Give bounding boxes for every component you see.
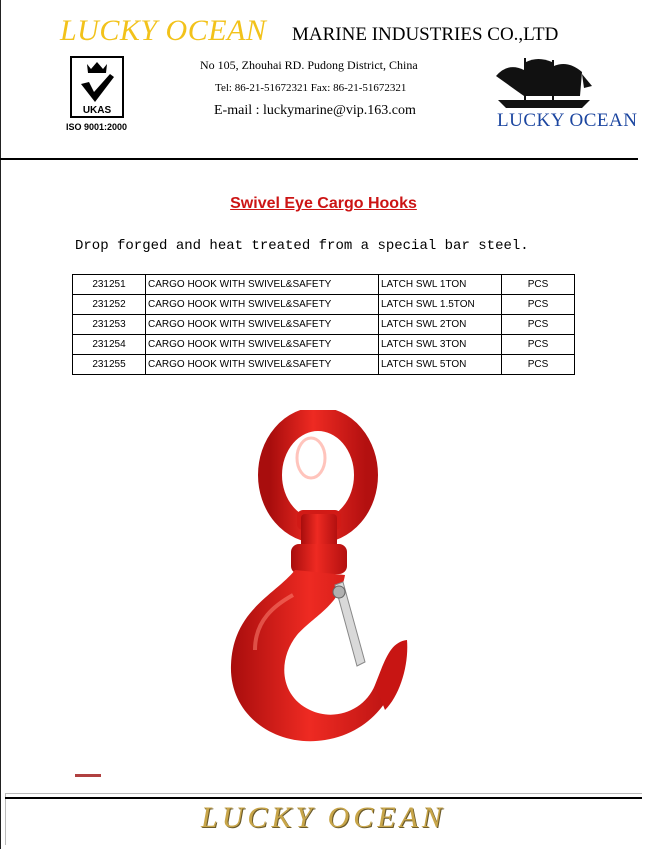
item-spec: LATCH SWL 5TON	[379, 355, 502, 375]
footer-brand: LUCKY OCEAN	[201, 801, 446, 834]
brand-name: LUCKY OCEAN	[60, 14, 267, 47]
footer-divider	[5, 797, 642, 799]
product-description: Drop forged and heat treated from a special bar steel.	[75, 238, 529, 254]
item-unit: PCS	[502, 315, 575, 335]
ukas-badge	[70, 56, 124, 118]
item-code: 231254	[73, 335, 146, 355]
sailing-ship-icon	[494, 56, 594, 112]
item-name: CARGO HOOK WITH SWIVEL&SAFETY	[146, 295, 379, 315]
table-row	[73, 275, 575, 295]
page-left-border	[0, 0, 1, 849]
item-spec: LATCH SWL 1.5TON	[379, 295, 502, 315]
logo-text: LUCKY OCEAN	[497, 110, 638, 131]
company-name: MARINE INDUSTRIES CO.,LTD	[292, 24, 559, 45]
item-name: CARGO HOOK WITH SWIVEL&SAFETY	[146, 315, 379, 335]
item-code: 231251	[73, 275, 146, 295]
crown-check-icon	[72, 58, 122, 116]
item-spec: LATCH SWL 2TON	[379, 315, 502, 335]
header-divider	[0, 158, 638, 160]
iso-certification: ISO 9001:2000	[66, 122, 128, 132]
swivel-hook-icon	[215, 410, 435, 755]
product-table	[72, 274, 575, 375]
item-code: 231255	[73, 355, 146, 375]
item-unit: PCS	[502, 335, 575, 355]
table-row	[73, 315, 575, 335]
company-address: No 105, Zhouhai RD. Pudong District, China	[200, 58, 418, 72]
table-row	[73, 335, 575, 355]
item-name: CARGO HOOK WITH SWIVEL&SAFETY	[146, 355, 379, 375]
company-phone-fax: Tel: 86-21-51672321 Fax: 86-21-51672321	[215, 82, 407, 94]
ukas-certification-mark	[66, 56, 128, 134]
item-name: CARGO HOOK WITH SWIVEL&SAFETY	[146, 275, 379, 295]
item-unit: PCS	[502, 295, 575, 315]
ukas-label: UKAS	[82, 105, 112, 116]
product-title: Swivel Eye Cargo Hooks	[230, 195, 417, 212]
item-spec: LATCH SWL 1TON	[379, 275, 502, 295]
item-name: CARGO HOOK WITH SWIVEL&SAFETY	[146, 335, 379, 355]
company-email: E-mail : luckymarine@vip.163.com	[214, 103, 416, 118]
table-row	[73, 295, 575, 315]
item-code: 231253	[73, 315, 146, 335]
item-code: 231252	[73, 295, 146, 315]
item-unit: PCS	[502, 355, 575, 375]
item-unit: PCS	[502, 275, 575, 295]
small-mark	[75, 774, 101, 777]
product-image	[215, 410, 435, 755]
table-row	[73, 355, 575, 375]
item-spec: LATCH SWL 3TON	[379, 335, 502, 355]
